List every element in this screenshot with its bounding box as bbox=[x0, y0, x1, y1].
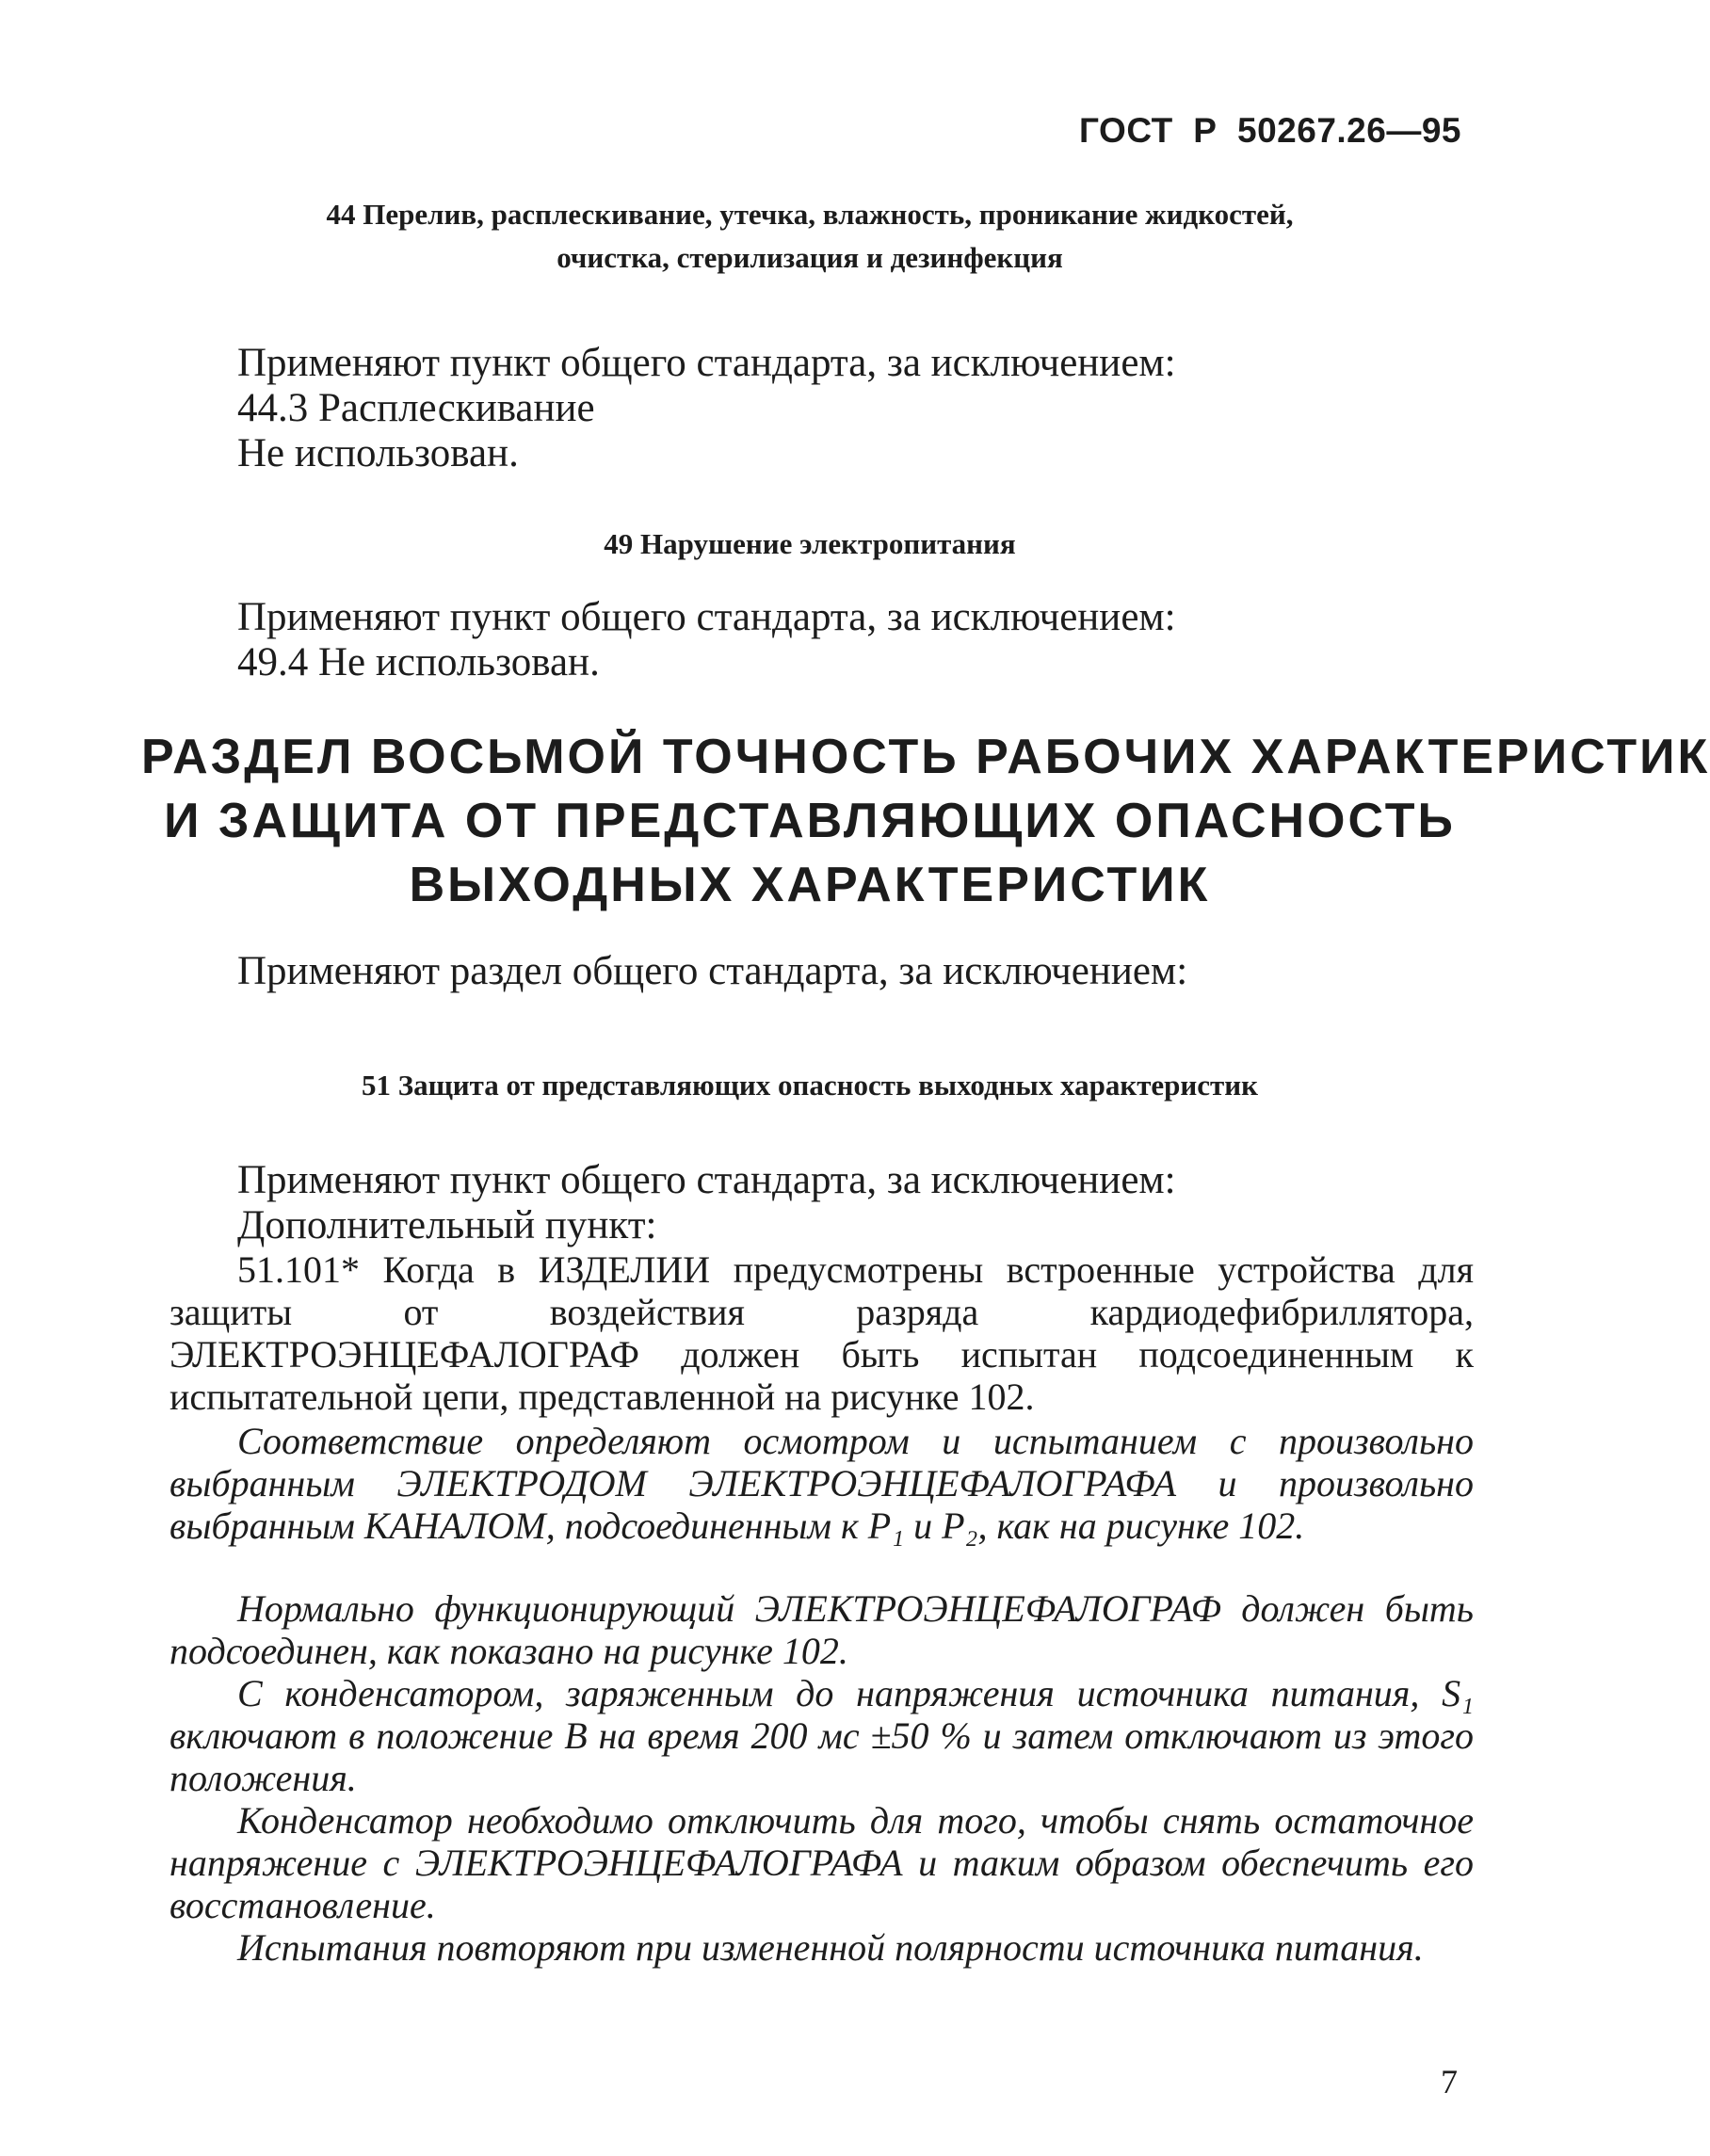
clause-49-4: 49.4 Не использован. bbox=[237, 640, 600, 684]
clause-44-title bbox=[141, 193, 1478, 280]
section-8-title-line-3: ВЫХОДНЫХ ХАРАКТЕРИСТИК bbox=[409, 858, 1211, 912]
normal-operation-paragraph: Нормально функционирующий ЭЛЕКТРОЭНЦЕФАЛОГРАФ должен быть подсоединен, как показано на рисунке 102. bbox=[169, 1587, 1474, 1672]
clause-49-applies: Применяют пункт общего стандарта, за исключением: bbox=[237, 595, 1176, 639]
document-header: ГОСТ Р 50267.26—95 bbox=[1079, 111, 1461, 150]
clause-44-title-line-2: очистка, стерилизация и дезинфекция bbox=[557, 241, 1063, 274]
compliance-paragraph: Соответствие определяют осмотром и испытанием с произвольно выбранным ЭЛЕКТРОДОМ ЭЛЕКТРОЭНЦЕФАЛОГРАФА и произвольно выбранным КАНАЛОМ, подсоединенным к P₁ и P₂, как на рисунке 102. bbox=[169, 1420, 1474, 1547]
clause-49-title: 49 Нарушение электропитания bbox=[604, 527, 1016, 560]
section-8-intro: Применяют раздел общего стандарта, за исключением: bbox=[237, 949, 1188, 993]
clause-51-additional: Дополнительный пункт: bbox=[237, 1203, 657, 1247]
clause-44-3: 44.3 Расплескивание bbox=[237, 386, 595, 430]
repeat-test-paragraph: Испытания повторяют при измененной полярности источника питания. bbox=[237, 1926, 1424, 1969]
clause-44-applies: Применяют пункт общего стандарта, за исключением: bbox=[237, 341, 1176, 385]
capacitor-paragraph: С конденсатором, заряженным до напряжения источника питания, S₁ включают в положение B на время 200 мс ±50 % и затем отключают из этого положения. bbox=[169, 1672, 1474, 1799]
clause-44-title-line-1: 44 Перелив, расплескивание, утечка, влажность, проникание жидкостей, bbox=[326, 198, 1294, 231]
clause-51-title: 51 Защита от представляющих опасность выходных характеристик bbox=[361, 1069, 1258, 1102]
capacitor-disconnect-paragraph: Конденсатор необходимо отключить для того, чтобы снять остаточное напряжение с ЭЛЕКТРОЭНЦЕФАЛОГРАФА и таким образом обеспечить его восстановление. bbox=[169, 1799, 1474, 1926]
section-8-title-line-2: И ЗАЩИТА ОТ ПРЕДСТАВЛЯЮЩИХ ОПАСНОСТЬ bbox=[164, 794, 1456, 848]
clause-51-101: 51.101* Когда в ИЗДЕЛИИ предусмотрены встроенные устройства для защиты от воздействия разряда кардиодефибриллятора, ЭЛЕКТРОЭНЦЕФАЛОГРАФ должен быть испытан подсоединенным к испытательной цепи, представленной на рисунке 102. bbox=[169, 1248, 1474, 1418]
clause-44-3-note: Не использован. bbox=[237, 431, 519, 475]
section-8-title-line-1: РАЗДЕЛ ВОСЬМОЙ ТОЧНОСТЬ РАБОЧИХ ХАРАКТЕРИСТИК bbox=[141, 730, 1710, 784]
page-number: 7 bbox=[1441, 2063, 1458, 2100]
clause-51-applies: Применяют пункт общего стандарта, за исключением: bbox=[237, 1158, 1176, 1202]
section-8-title bbox=[141, 725, 1710, 917]
